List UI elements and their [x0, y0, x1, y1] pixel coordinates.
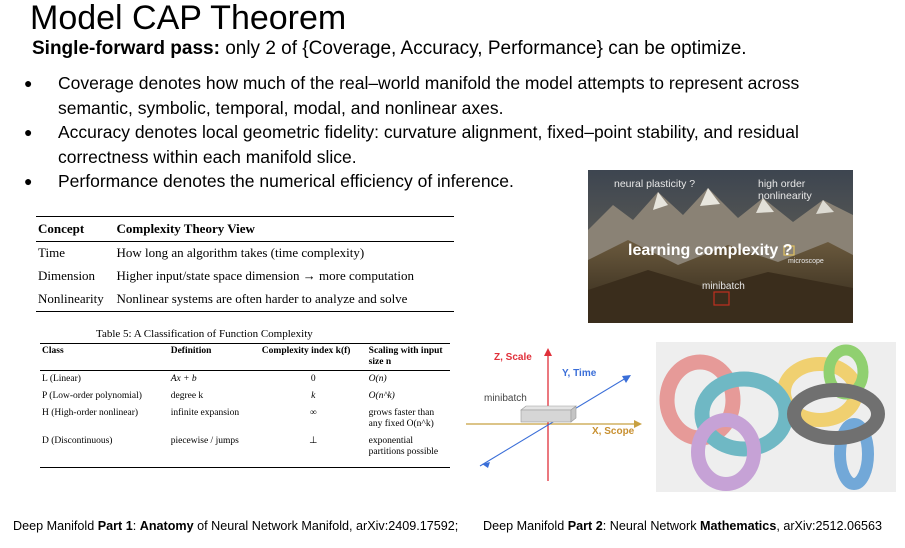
footer-text: : Neural Network: [602, 519, 701, 533]
mountain-image: [588, 170, 853, 323]
table-row: [40, 388, 450, 405]
mountain-label-learning: learning complexity ?: [628, 242, 793, 259]
bullet-accuracy: [22, 120, 832, 169]
table-cell: Nonlinearity: [36, 288, 115, 312]
interlocked-rings-image: [656, 342, 896, 492]
table-row: [36, 242, 454, 266]
bullet-dot-icon: ●: [24, 75, 33, 91]
table-cell: [367, 388, 450, 405]
function-complexity-table: [40, 343, 450, 468]
bullet-dot-icon: ●: [24, 173, 33, 189]
footer-bold: Part 1: [97, 519, 133, 533]
table-cell: Higher input/state space dimension → more computation: [116, 268, 414, 283]
footer-text: , arXiv:2512.06563: [776, 519, 883, 533]
table-header-row: [40, 344, 450, 371]
footer-bold: Anatomy: [139, 519, 194, 533]
bullet-text: Performance denotes the numerical efficiency of inference.: [58, 171, 514, 191]
table-row: [36, 265, 454, 288]
footer-text: Deep Manifold: [13, 519, 98, 533]
y-axis-label: Y, Time: [562, 368, 597, 379]
math-text: O(n^k): [368, 391, 395, 401]
table-row: [40, 433, 450, 468]
table-row: [40, 371, 450, 389]
table-cell: exponential partitions possible: [367, 433, 450, 468]
footer-citation-part2: [483, 519, 882, 533]
footer-text: Deep Manifold: [483, 519, 568, 533]
math-text: Ax + b: [170, 374, 197, 384]
complexity-view-table: [36, 216, 454, 312]
table-header-row: [36, 217, 454, 242]
footer-bold: Mathematics: [700, 519, 777, 533]
table-cell: [169, 371, 260, 389]
mountain-label-minibatch: minibatch: [702, 281, 745, 292]
table-header-cell: Complexity index k(f): [260, 344, 367, 371]
slide-title: Model CAP Theorem: [30, 0, 347, 37]
table-cell: piecewise / jumps: [169, 433, 260, 468]
table-cell: [367, 371, 450, 389]
mountain-label-plasticity: neural plasticity ?: [614, 178, 696, 190]
bullet-text: Coverage denotes how much of the real–world manifold the model attempts to represent across semantic, symbolic, temporal, modal, and nonlinear axes.: [58, 73, 800, 118]
axes-diagram: [466, 338, 650, 488]
mountain-label-nonlinearity: high order nonlinearity: [758, 178, 812, 202]
minibatch-box: [521, 406, 576, 422]
table-header-cell: Definition: [169, 344, 260, 371]
rings-illustration: [656, 342, 896, 492]
table-cell: ∞: [309, 408, 317, 418]
table-cell: ⊥: [260, 433, 367, 468]
table-row: [36, 288, 454, 312]
table-cell: infinite expansion: [170, 408, 240, 418]
subtitle-bold: Single-forward pass:: [32, 38, 220, 59]
bullet-coverage: [22, 71, 832, 120]
table-cell: How long an algorithm takes (time complexity): [116, 245, 365, 260]
bullet-text: Accuracy denotes local geometric fidelity: curvature alignment, fixed–point stability, and residual correctness within each manifold slice.: [58, 122, 799, 167]
table-cell: Time: [38, 245, 65, 260]
table-cell: P (Low-order polynomial): [42, 391, 142, 401]
table-cell: grows faster than any fixed O(n^k): [368, 408, 435, 429]
footer-text: of Neural Network Manifold, arXiv:2409.17592;: [193, 519, 459, 533]
subtitle-rest: only 2 of {Coverage, Accuracy, Performance} can be optimize.: [219, 38, 747, 59]
footer-citation-part1: [13, 519, 458, 533]
table-cell: L (Linear): [42, 374, 81, 384]
mountain-label-microscope: microscope: [788, 258, 824, 265]
table-cell: Nonlinear systems are often harder to analyze and solve: [115, 288, 455, 312]
table-header-cell: Scaling with input size n: [367, 344, 450, 371]
slide-subtitle: [32, 37, 747, 61]
table-caption: Table 5: A Classification of Function Complexity: [96, 328, 313, 340]
table-cell: [260, 388, 367, 405]
z-axis-label: Z, Scale: [494, 352, 532, 363]
table-header-cell: Concept: [36, 217, 115, 242]
footer-bold: Part 2: [567, 519, 603, 533]
bullet-dot-icon: ●: [24, 124, 33, 140]
x-axis-label: X, Scope: [592, 426, 635, 437]
table-row: [40, 405, 450, 433]
math-text: O(n): [368, 374, 387, 384]
table-header-cell: Complexity Theory View: [115, 217, 455, 242]
table-cell: 0: [310, 374, 316, 384]
table-cell: Dimension: [38, 268, 96, 283]
table-header-cell: Class: [40, 344, 169, 371]
math-text: k: [311, 391, 316, 401]
table-cell: H (High-order nonlinear): [42, 408, 139, 418]
minibatch-label: minibatch: [484, 393, 527, 404]
table-cell: D (Discontinuous): [40, 433, 169, 468]
table-cell: degree k: [170, 391, 204, 401]
footer-text: :: [132, 519, 140, 533]
